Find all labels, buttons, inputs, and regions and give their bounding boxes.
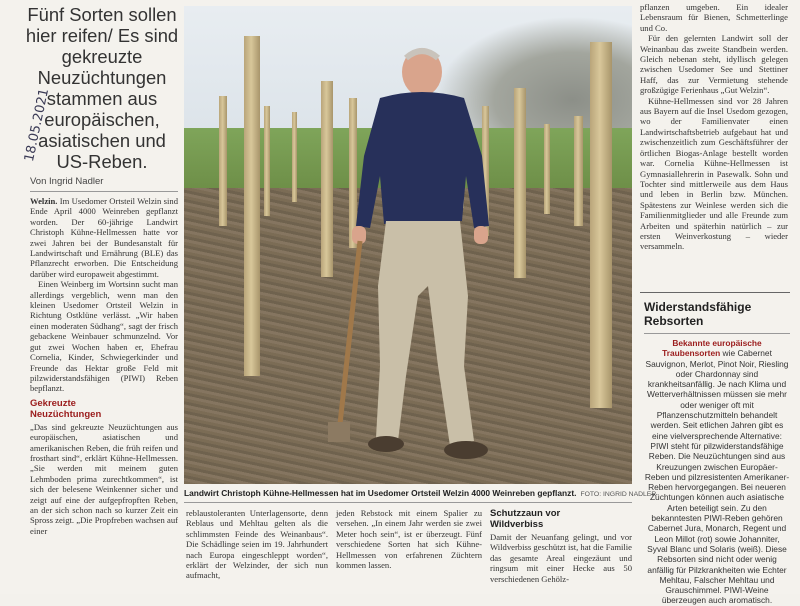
paragraph: Damit der Neuanfang gelingt, und vor Wildverbiss geschützt ist, hat die Familie das gesamte Areal eingezäunt und ringsum mit einer Hecke aus 50 verschiedenen Gehölz-: [490, 532, 632, 584]
vine-post: [514, 88, 526, 278]
info-box-text: Bekannte europäische Traubensorten wie Cabernet Sauvignon, Merlot, Pinot Noir, Riesling oder Chardonnay sind krankheitsanfällig. Je nach Klima und Wetterverhältnissen müssen sie mehr oder weniger oft mit Pflanzenschutzmitteln behandelt werden. Seit etlichen Jahren gibt es eine vielversprechende Alternative: PIWI steht für pilzwiderstandsfähige Reben. Die Neuzüchtungen sind aus Kreuzungen zwischen Europäer-Reben und pilzresistenten Amerikaner-Reben hervorgegangen. Bei neueren Züchtungen können auch asiatische Arten beteiligt sein. Zu den bekanntesten PIWI-Reben gehören Cabernet Jura, Monarch, Regent und Leon Millot (rot) sowie Johanniter, Syval Blanc und Solaris (weiß). Diese Rebsorten sind nicht oder wenig anfällig für Pilzkrankheiten wie Echter Mehltau, Falscher Mehltau und Grauschimmel. PIWI-Weine überzeugen auch aromatisch.: [644, 338, 790, 606]
headline: Fünf Sorten sollen hier reifen/ Es sind gekreuzte Neuzüchtungen stammen aus europäischen, asiatischen und US-Reben.: [25, 4, 179, 172]
paragraph: jeden Rebstock mit einem Spalier zu versehen. „In einem Jahr werden sie zwei Meter hoch sein“, ist er überzeugt. Fünf verschiedene Sorten hat sich Kühne-Hellmessen von erfahrenen Züchtern kommen lassen.: [336, 508, 482, 571]
handwritten-date: 18.05.2021: [22, 87, 53, 164]
divider: [30, 191, 178, 192]
paragraph: Für den gelernten Landwirt soll der Weinanbau das zweite Standbein werden. Gleich nebenan steht, idyllisch gelegen zwischen Usedomer See und Stettiner Haff, das zur Vermietung stehende großzügige Ferienhaus „Gut Welzin“.: [640, 33, 788, 96]
dateline: Welzin.: [30, 196, 58, 206]
vine-post: [219, 96, 227, 226]
vine-post: [292, 112, 297, 202]
article-column-4: [490, 508, 632, 588]
paragraph: Einen Weinberg im Wortsinn sucht man allerdings vergeblich, wenn man den kleinen Usedomer Ortsteil Welzin in Richtung Ostklüne verlässt. „Wir haben einen moderaten Südhang“, sagt der frisch gebackene Weinbauer schmunzelnd. Vor gut zwei Wochen haben er, Ehefrau Cornelia, Kinder, Schwiegerkinder und Freunde das Hektar große Feld mit pilzwiderstandsfähigen (PIWI) Reben bepflanzt.: [30, 279, 178, 394]
article-photo: [184, 6, 632, 484]
vine-post: [590, 42, 612, 408]
vine-post: [574, 116, 583, 226]
info-box-lead: Bekannte europäische Traubensorten: [662, 338, 762, 359]
info-box-title: Widerstandsfähige Rebsorten: [644, 300, 752, 328]
vine-post: [544, 124, 550, 214]
divider: [184, 502, 632, 503]
info-box: [644, 300, 790, 606]
divider: [640, 292, 790, 293]
caption-text: Landwirt Christoph Kühne-Hellmessen hat im Usedomer Ortsteil Welzin 4000 Weinreben gepflanzt.: [184, 488, 577, 498]
article-column-right: [640, 2, 788, 288]
vine-post: [264, 106, 270, 216]
byline: Von Ingrid Nadler: [30, 176, 104, 187]
article-column-2: [186, 508, 328, 588]
subheading: Schutzzaun vor Wildverbiss: [490, 508, 561, 530]
vine-post: [244, 36, 260, 376]
paragraph: Kühne-Hellmessen sind vor 28 Jahren aus Bayern auf die Insel Usedom gezogen, wo der Familienvater einen Landwirtschaftsbetrieb aufgebaut hat und zwischenzeitlich zum Geschäftsführer der örtlichen Biogas-Anlage bestellt worden war. Cornelia Kühne-Hellmessen ist Gymnasiallehrerin in Pasewalk. Sohn und Tochter sind mittlerweile aus dem Haus und leben in Berlin bzw. München. Spätestens zur Weinlese werden sich die Familienmitglieder und alle Freunde zum Arbeiten und späterhin natürlich – zur ersten Weinverkostung – wieder versammeln.: [640, 95, 788, 252]
article-column-3: [336, 508, 482, 588]
paragraph: pflanzen umgeben. Ein idealer Lebensraum für Bienen, Schmetterlinge und Co.: [640, 2, 788, 33]
paragraph: reblaustoleranten Unterlagensorte, denn Reblaus und Mehltau gelten als die schlimmsten Feinde des Weinanbaus“. Die Schädlinge seien im 19. Jahrhundert nach Europa eingeschleppt worden“, erklärt der Welzinder, der sich nun aufmacht,: [186, 508, 328, 581]
article-column-1: [30, 196, 178, 586]
divider: [644, 333, 790, 334]
farmer-figure: [324, 46, 514, 476]
photo-credit: FOTO: INGRID NADLER: [580, 491, 657, 498]
photo-caption: [184, 488, 657, 498]
paragraph: „Das sind gekreuzte Neuzüchtungen aus europäischen, asiatischen und amerikanischen Reben, die früh reifen und frosthart sind“, erklärt Kühne-Hellmessen. „Sie werden mit meinem guten Lehmboden prima zurechtkommen“, ist sich der belesene Weinkenner sicher und zeigt auf eine der aufgepfropften Reben, an der sich schon nach so kurzer Zeit ein Spross zeigt. „Die Propfreben wachsen auf einer: [30, 421, 178, 536]
paragraph: Welzin. Im Usedomer Ortsteil Welzin sind Ende April 4000 Weinreben gepflanzt worden. Der 60-jährige Landwirt Christoph Kühne-Hellmessen hatte vor zwei Jahren bei der Bundesanstalt für Landwirtschaft und Ernährung (BLE) das Pflanzrecht erworben. Die Entscheidung darüber wird europaweit abgestimmt.: [30, 196, 178, 279]
subheading: Gekreuzte Neuzüchtungen: [30, 397, 102, 420]
